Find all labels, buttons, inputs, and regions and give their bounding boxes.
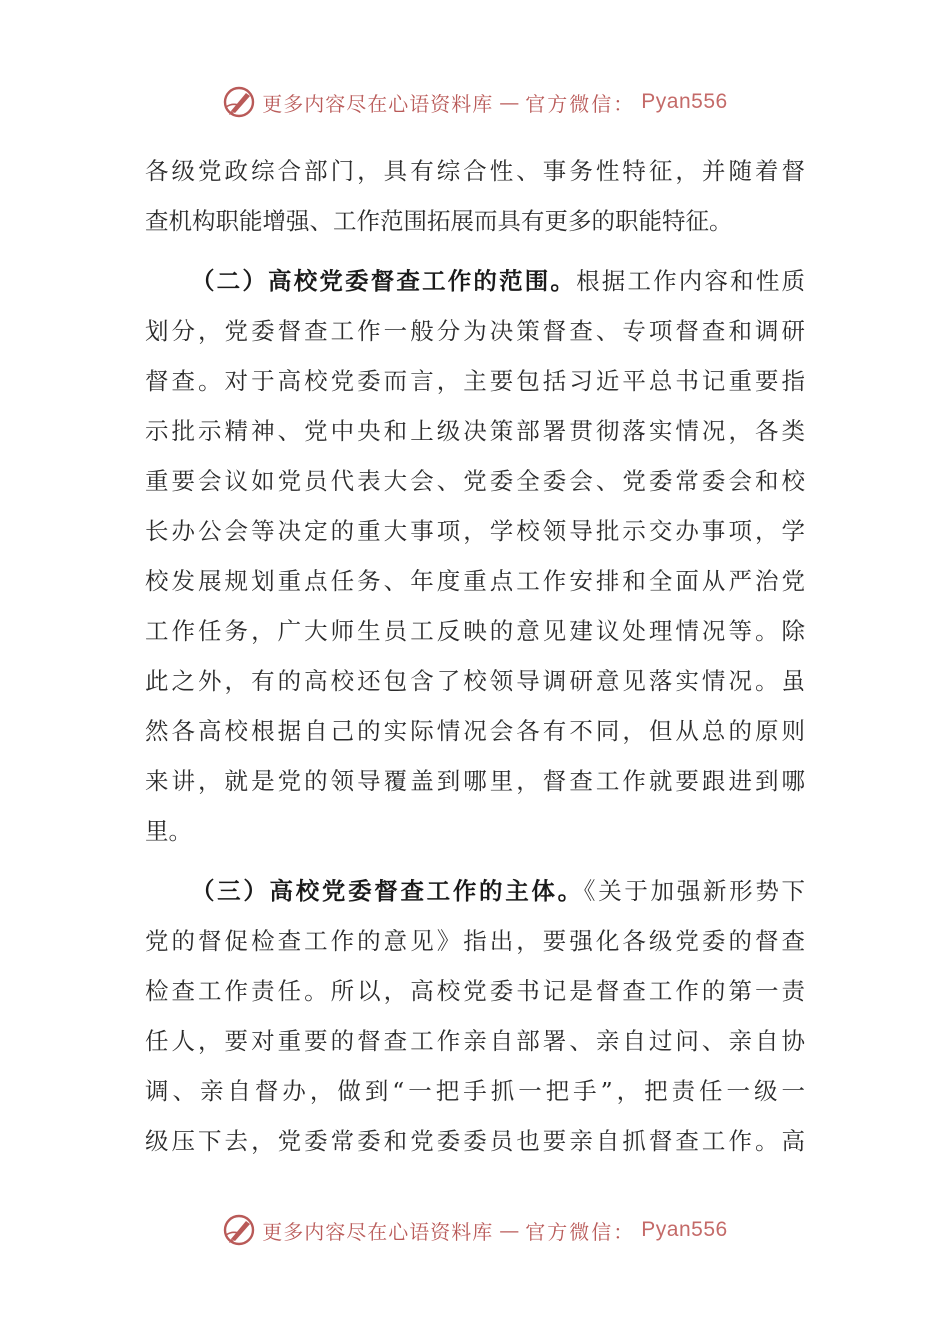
paragraph-heading-line [145, 256, 805, 306]
banner-separator: — [499, 90, 520, 114]
paragraph-heading-line [145, 866, 805, 916]
heading-line-rest: 根据工作内容和性质 [576, 267, 806, 295]
section-heading-scope: （二）高校党委督查工作的范围。 [191, 267, 577, 295]
header-watermark-banner [0, 82, 950, 122]
text-line: 查机构职能增强、工作范围拓展而具有更多的职能特征。 [145, 207, 733, 235]
paragraph-3 [145, 866, 805, 1166]
footer-watermark-banner [0, 1210, 950, 1250]
banner-site-text: 更多内容尽在心语资料库 [262, 91, 494, 116]
pen-in-circle-icon [222, 1213, 256, 1247]
text-line: 划分，党委督查工作一般分为决策督查、专项督查和调研 [145, 317, 805, 345]
section-heading-subject: （三）高校党委督查工作的主体。 [191, 877, 584, 905]
paragraph-1 [145, 146, 805, 246]
text-line: 任人，要对重要的督查工作亲自部署、亲自过问、亲自协 [145, 1027, 805, 1055]
paragraph-2 [145, 256, 805, 856]
text-line: 级压下去，党委常委和党委委员也要亲自抓督查工作。高 [145, 1127, 805, 1155]
document-body [145, 146, 805, 1166]
text-line: 督查。对于高校党委而言，主要包括习近平总书记重要指 [145, 367, 805, 395]
banner-separator: — [499, 1218, 520, 1242]
text-line: 各级党政综合部门，具有综合性、事务性特征，并随着督 [145, 157, 805, 185]
text-line: 检查工作责任。所以，高校党委书记是督查工作的第一责 [145, 977, 805, 1005]
banner-wechat-id: Pyan556 [641, 90, 728, 113]
text-line: 来讲，就是党的领导覆盖到哪里，督查工作就要跟进到哪 [145, 767, 805, 795]
banner-wechat-label: 官方微信： [525, 1219, 636, 1244]
text-line: 示批示精神、党中央和上级决策部署贯彻落实情况，各类 [145, 417, 805, 445]
banner-wechat-label: 官方微信： [525, 91, 636, 116]
banner-site-text: 更多内容尽在心语资料库 [262, 1219, 494, 1244]
heading-line-rest: 《关于加强新形势下 [583, 877, 806, 905]
text-line: 此之外，有的高校还包含了校领导调研意见落实情况。虽 [145, 667, 805, 695]
text-line: 重要会议如党员代表大会、党委全委会、党委常委会和校 [145, 467, 805, 495]
text-line: 工作任务，广大师生员工反映的意见建议处理情况等。除 [145, 617, 805, 645]
pen-in-circle-icon [222, 85, 256, 119]
text-line: 校发展规划重点任务、年度重点工作安排和全面从严治党 [145, 567, 805, 595]
text-line: 里。 [145, 817, 192, 845]
banner-wechat-id: Pyan556 [641, 1218, 728, 1241]
text-line: 党的督促检查工作的意见》指出，要强化各级党委的督查 [145, 927, 805, 955]
text-line: 长办公会等决定的重大事项，学校领导批示交办事项，学 [145, 517, 805, 545]
text-line: 然各高校根据自己的实际情况会各有不同，但从总的原则 [145, 717, 805, 745]
text-line: 调、亲自督办，做到“一把手抓一把手”，把责任一级一 [145, 1077, 805, 1105]
